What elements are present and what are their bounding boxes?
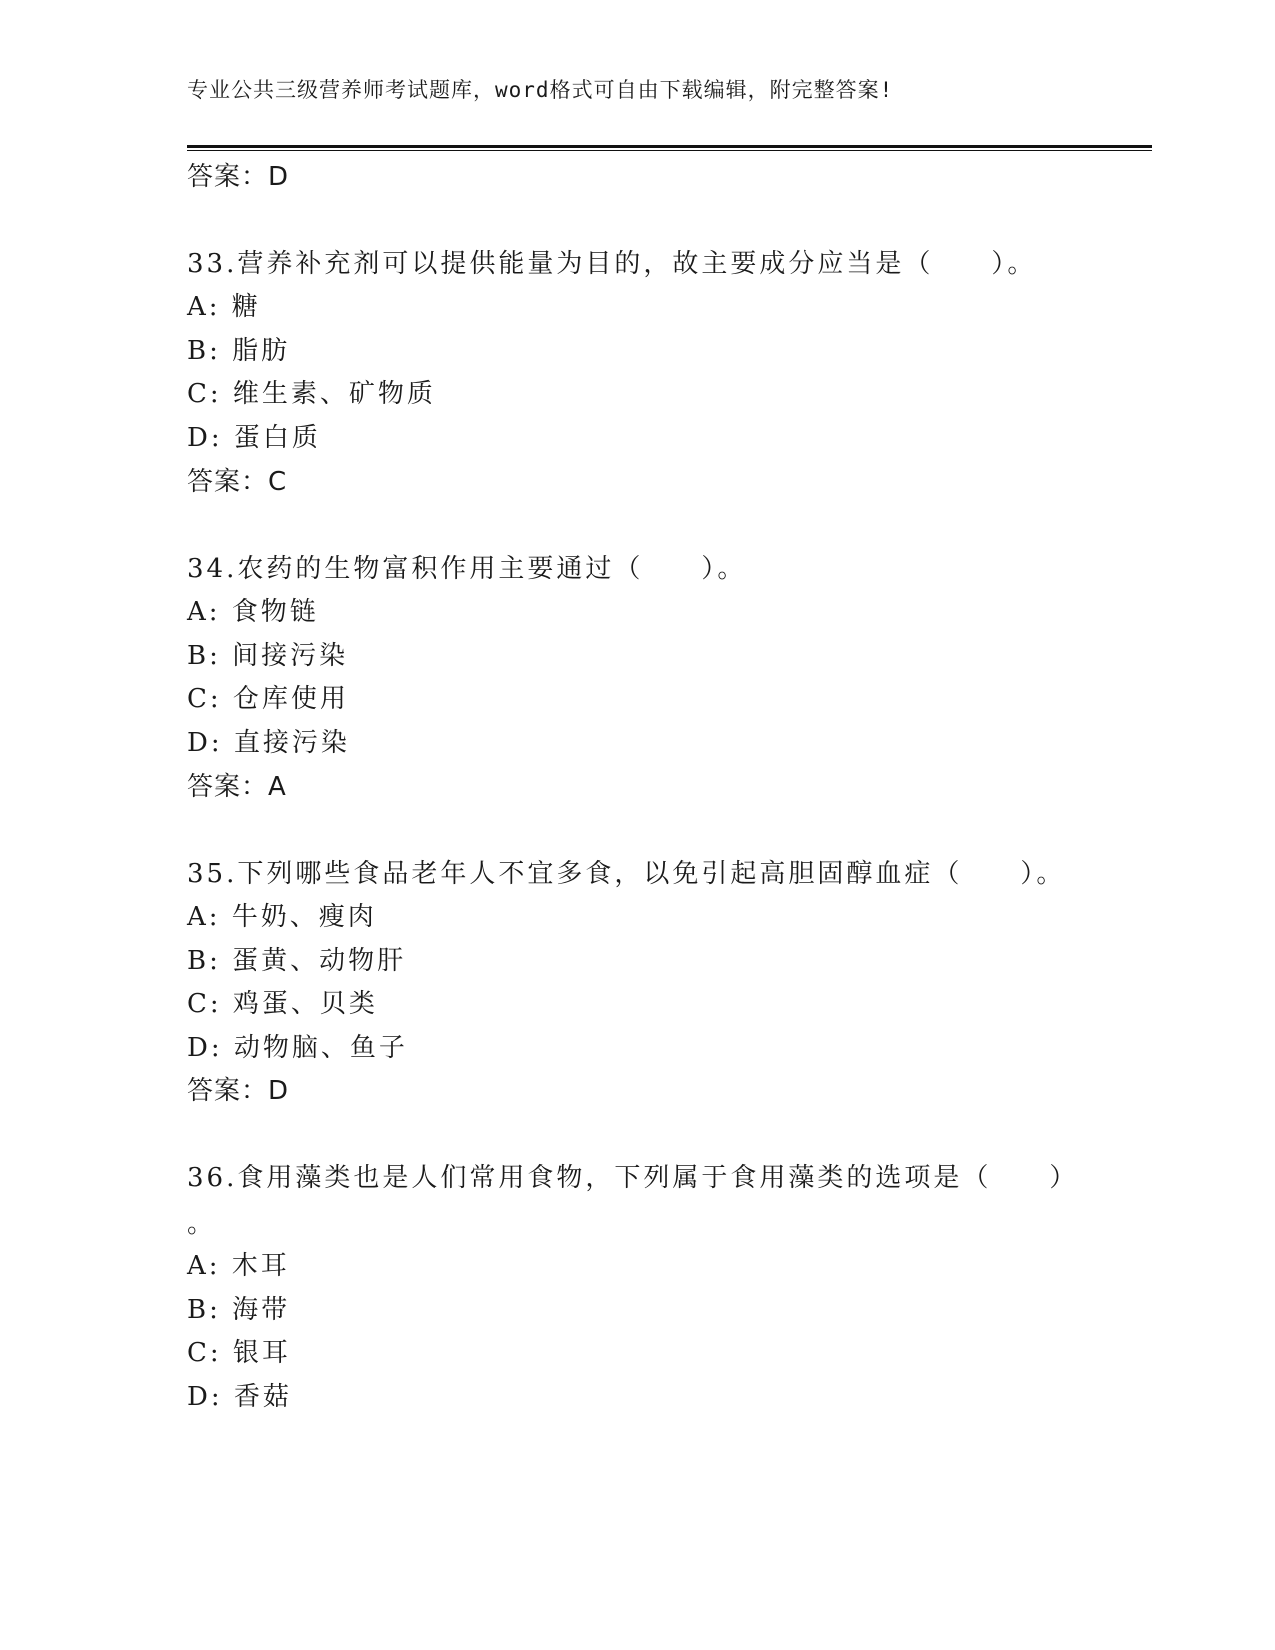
q33-option-c: C: 维生素、矿物质 — [187, 379, 436, 409]
q33-option-d: D: 蛋白质 — [187, 423, 321, 453]
answer-prev: 答案：D — [187, 162, 290, 192]
q36-option-d: D: 香菇 — [187, 1382, 292, 1412]
question-33: 33.营养补充剂可以提供能量为目的，故主要成分应当是（ ）。 — [187, 249, 1037, 279]
q36-option-a: A: 木耳 — [187, 1251, 290, 1281]
q33-option-b: B: 脂肪 — [187, 336, 291, 366]
q36-option-b: B: 海带 — [187, 1295, 291, 1325]
q34-option-d: D: 直接污染 — [187, 728, 350, 758]
q34-option-a: A: 食物链 — [187, 597, 319, 627]
question-35: 35.下列哪些食品老年人不宜多食，以免引起高胆固醇血症（ ）。 — [187, 859, 1066, 889]
question-36: 36.食用藻类也是人们常用食物，下列属于食用藻类的选项是（ ） — [187, 1163, 1079, 1193]
q36-option-c: C: 银耳 — [187, 1338, 291, 1368]
q34-option-c: C: 仓库使用 — [187, 684, 349, 714]
q35-option-b: B: 蛋黄、动物肝 — [187, 946, 407, 976]
q35-option-c: C: 鸡蛋、贝类 — [187, 989, 378, 1019]
question-36-continued: 。 — [187, 1209, 217, 1239]
question-34: 34.农药的生物富积作用主要通过（ ）。 — [187, 554, 747, 584]
header-rule-thin — [187, 150, 1152, 151]
q35-answer: 答案：D — [187, 1076, 290, 1106]
q33-option-a: A: 糖 — [187, 292, 261, 322]
header-rule-thick — [187, 145, 1152, 148]
page-header: 专业公共三级营养师考试题库，word格式可自由下载编辑，附完整答案! — [187, 78, 894, 102]
q35-option-a: A: 牛奶、瘦肉 — [187, 902, 377, 932]
q34-answer: 答案：A — [187, 772, 287, 802]
q34-option-b: B: 间接污染 — [187, 641, 349, 671]
q33-answer: 答案：C — [187, 467, 288, 497]
q35-option-d: D: 动物脑、鱼子 — [187, 1033, 408, 1063]
